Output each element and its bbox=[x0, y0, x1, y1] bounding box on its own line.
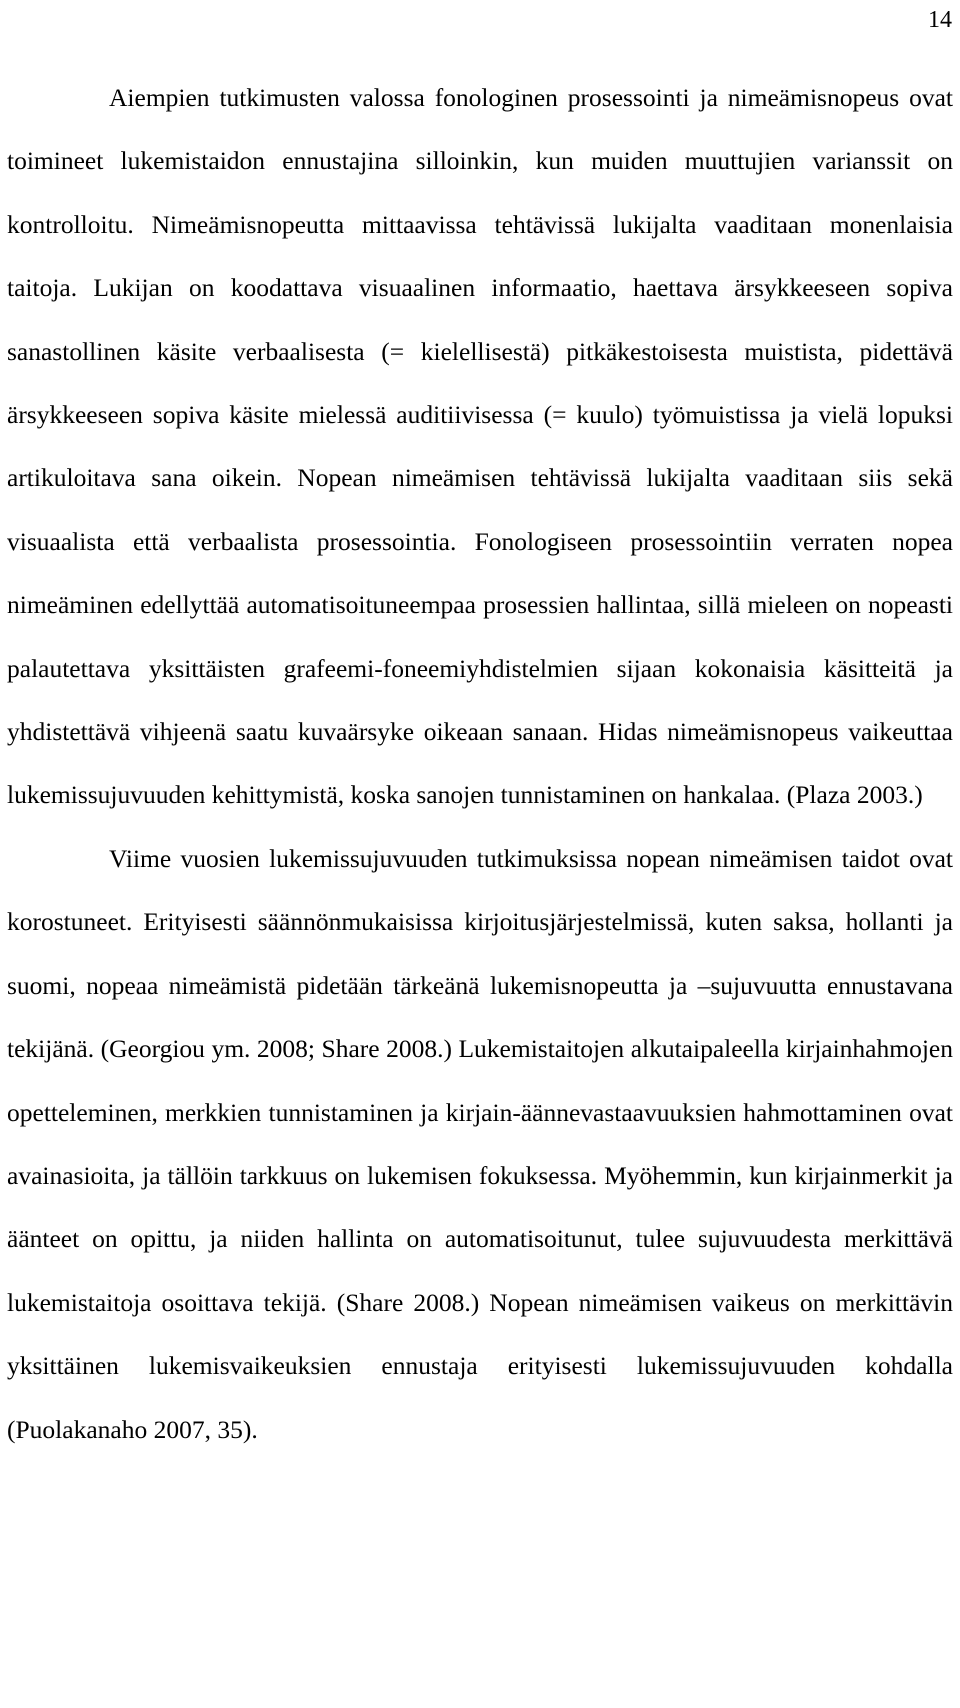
paragraph-2: Viime vuosien lukemissujuvuuden tutkimuksissa nopean nimeämisen taidot ovat korostuneet. Erityisesti säännönmukaisissa kirjoitusjärjestelmissä, kuten saksa, hollanti ja suomi, nopeaa nimeämistä pidetään tärkeänä lukemisnopeutta ja –sujuvuutta ennustavana tekijänä. (Georgiou ym. 2008; Share 2008.) Lukemistaitojen alkutaipaleella kirjainhahmojen opetteleminen, merkkien tunnistaminen ja kirjain-äännevastaavuuksien hahmottaminen ovat avainasioita, ja tällöin tarkkuus on lukemisen fokuksessa. Myöhemmin, kun kirjainmerkit ja äänteet on opittu, ja niiden hallinta on automatisoitunut, tulee sujuvuudesta merkittävä lukemistaitoja osoittava tekijä. (Share 2008.) Nopean nimeämisen vaikeus on merkittävin yksittäinen lukemisvaikeuksien ennustaja erityisesti lukemissujuvuuden kohdalla (Puolakanaho 2007, 35). bbox=[7, 843, 953, 1444]
page-number: 14 bbox=[928, 7, 952, 33]
document-body bbox=[7, 66, 953, 1461]
paragraph-1: Aiempien tutkimusten valossa fonologinen prosessointi ja nimeämisnopeus ovat toimineet lukemistaidon ennustajina silloinkin, kun muiden muuttujien varianssit on kontrolloitu. Nimeämisnopeutta mittaavissa tehtävissä lukijalta vaaditaan monenlaisia taitoja. Lukijan on koodattava visuaalinen informaatio, haettava ärsykkeeseen sopiva sanastollinen käsite verbaalisesta (= kielellisestä) pitkäkestoisesta muistista, pidettävä ärsykkeeseen sopiva käsite mielessä auditiivisessa (= kuulo) työmuistissa ja vielä lopuksi artikuloitava sana oikein. Nopean nimeämisen tehtävissä lukijalta vaaditaan siis sekä visuaalista että verbaalista prosessointia. Fonologiseen prosessointiin verraten nopea nimeäminen edellyttää automatisoituneempaa prosessien hallintaa, sillä mieleen on nopeasti palautettava yksittäisten grafeemi-foneemiyhdistelmien sijaan kokonaisia käsitteitä ja yhdistettävä vihjeenä saatu kuvaärsyke oikeaan sanaan. Hidas nimeämisnopeus vaikeuttaa lukemissujuvuuden kehittymistä, koska sanojen tunnistaminen on hankalaa. (Plaza 2003.) bbox=[7, 83, 953, 810]
